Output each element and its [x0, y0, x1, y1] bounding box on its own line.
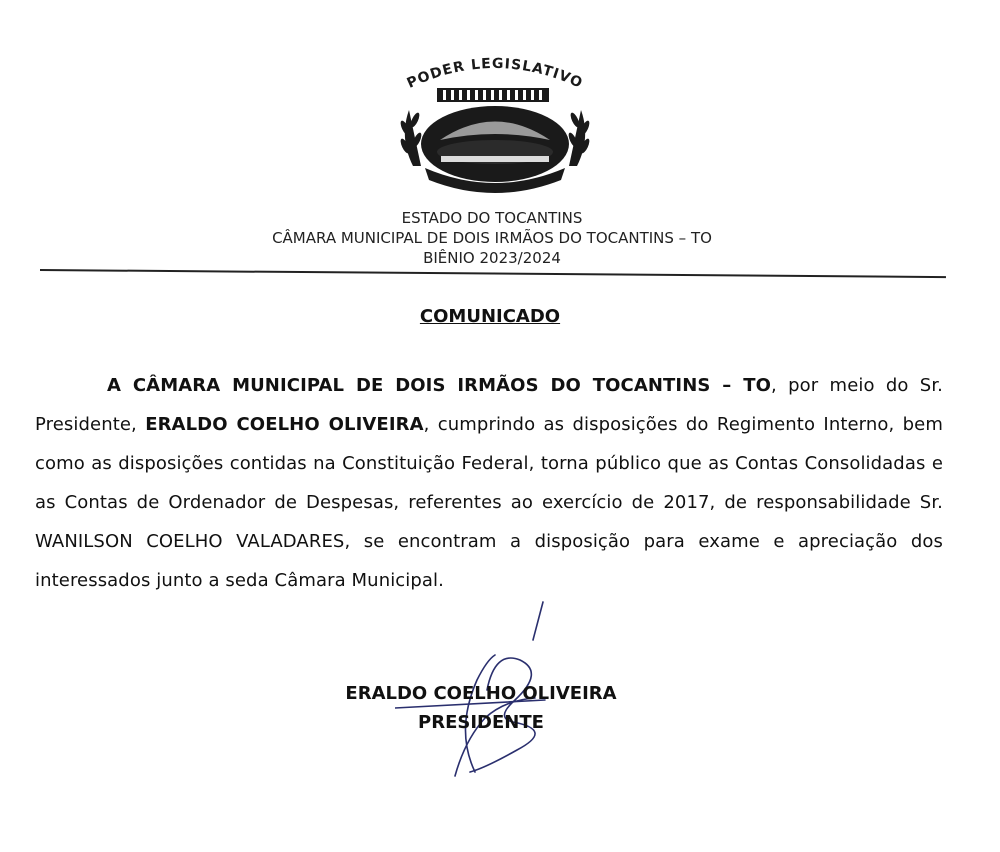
header-state: ESTADO DO TOCANTINS	[401, 209, 583, 227]
header-divider	[40, 269, 946, 278]
document-header	[0, 208, 984, 268]
body-president-name: ERALDO COELHO OLIVEIRA	[145, 414, 424, 435]
document-body	[35, 366, 943, 600]
header-chamber: CÂMARA MUNICIPAL DE DOIS IRMÃOS DO TOCANTINS – TO	[272, 229, 712, 247]
body-text-2: , cumprindo as disposições do Regimento Interno, bem como as disposições contidas na Constituição Federal, torna público que as Contas Consolidadas e as Contas de Ordenador de Despesas, referentes ao exercício de 2017, de responsabilidade Sr. WANILSON COELHO VALADARES, se encontram a disposição para exame e apreciação dos interessados junto a seda Câmara Municipal.	[35, 414, 943, 591]
signatory-name: ERALDO COELHO OLIVEIRA	[345, 683, 617, 704]
document-title: COMUNICADO	[419, 306, 561, 327]
signatory-role: PRESIDENTE	[418, 712, 544, 733]
svg-text:PODER LEGISLATIVO: PODER LEGISLATIVO	[404, 55, 586, 92]
body-chamber-name: A CÂMARA MUNICIPAL DE DOIS IRMÃOS DO TOCANTINS – TO	[107, 375, 772, 396]
body-text-1: , por meio do Sr. Presidente,	[35, 375, 944, 435]
header-biennium: BIÊNIO 2023/2024	[423, 249, 561, 267]
poder-legislativo-logo	[385, 48, 605, 193]
